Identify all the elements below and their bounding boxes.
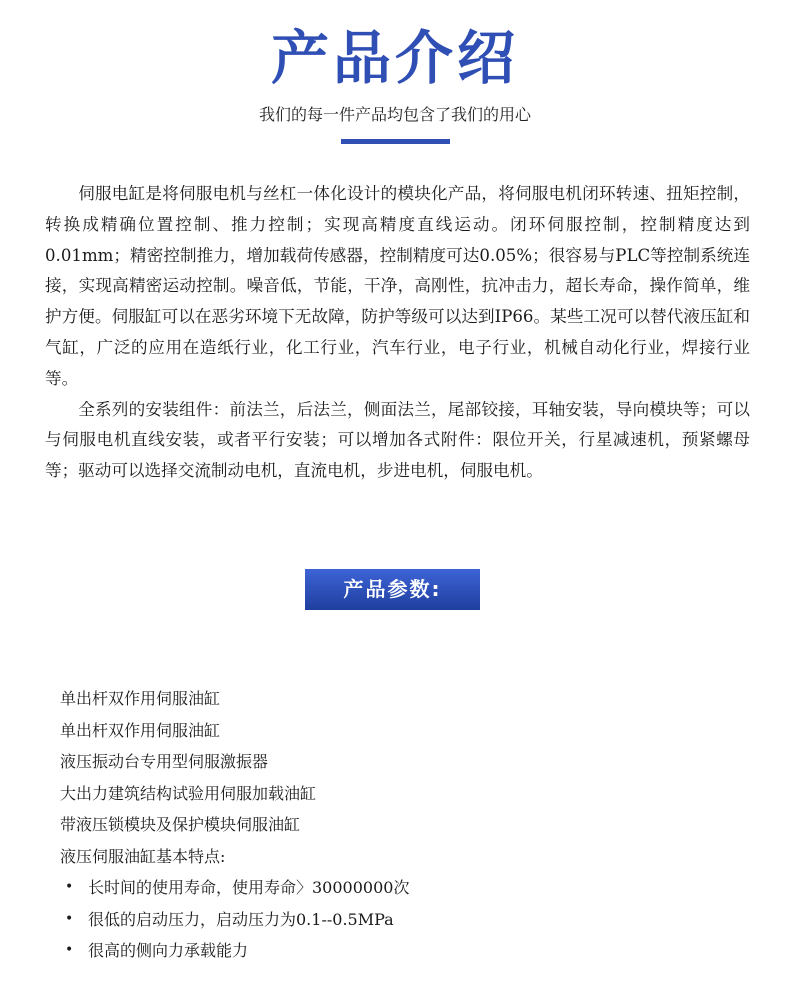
product-params-button[interactable]: 产品参数: <box>305 569 480 610</box>
bullet-icon: • <box>65 910 74 927</box>
page-title: 产品介绍 <box>270 24 519 92</box>
bullet-icon: • <box>65 879 74 895</box>
product-list <box>60 683 740 967</box>
feature-text: 很低的启动压力，启动压力为0.1--0.5MPa <box>88 909 394 929</box>
intro-paragraph: 伺服电缸是将伺服电机与丝杠一体化设计的模块化产品，将伺服电机闭环转速、扭矩控制，转换成精确位置控制、推力控制；实现高精度直线运动。闭环伺服控制，控制精度达到0.01mm；精密控制推力，增加载荷传感器，控制精度可达0.05%；很容易与PLC等控制系统连接，实现高精密运动控制。噪音低，节能，干净，高刚性，抗冲击力，超长寿命，操作简单，维护方便。伺服缸可以在恶劣环境下无故障，防护等级可以达到IP66。某些工况可以替代液压缸和气缸，广泛的应用在造纸行业，化工行业，汽车行业，电子行业，机械自动化行业，焊接行业等。 <box>45 184 750 388</box>
list-item: 单出杆双作用伺服油缸 <box>60 689 221 708</box>
feature-text: 很高的侧向力承载能力 <box>88 941 249 960</box>
intro-paragraph: 全系列的安装组件：前法兰，后法兰，侧面法兰，尾部铰接，耳轴安装，导向模块等；可以与伺服电机直线安装，或者平行安装；可以增加各式附件：限位开关，行星减速机，预紧螺母等；驱动可以选择交流制动电机，直流电机，步进电机，伺服电机。 <box>45 399 750 481</box>
bullet-icon: • <box>65 942 74 958</box>
list-item: 带液压锁模块及保护模块伺服油缸 <box>60 815 301 834</box>
list-item: 大出力建筑结构试验用伺服加载油缸 <box>60 783 317 803</box>
feature-text: 长时间的使用寿命，使用寿命〉30000000次 <box>88 878 410 897</box>
intro-text <box>45 179 750 487</box>
list-item: 单出杆双作用伺服油缸 <box>60 720 221 740</box>
list-item: 液压伺服油缸基本特点: <box>60 846 226 866</box>
feature-item <box>60 935 740 967</box>
list-item: 液压振动台专用型伺服激振器 <box>60 752 269 771</box>
title-underline <box>341 139 450 144</box>
feature-item <box>60 872 740 904</box>
feature-item <box>60 904 740 936</box>
page-subtitle: 我们的每一件产品均包含了我们的用心 <box>258 105 531 124</box>
